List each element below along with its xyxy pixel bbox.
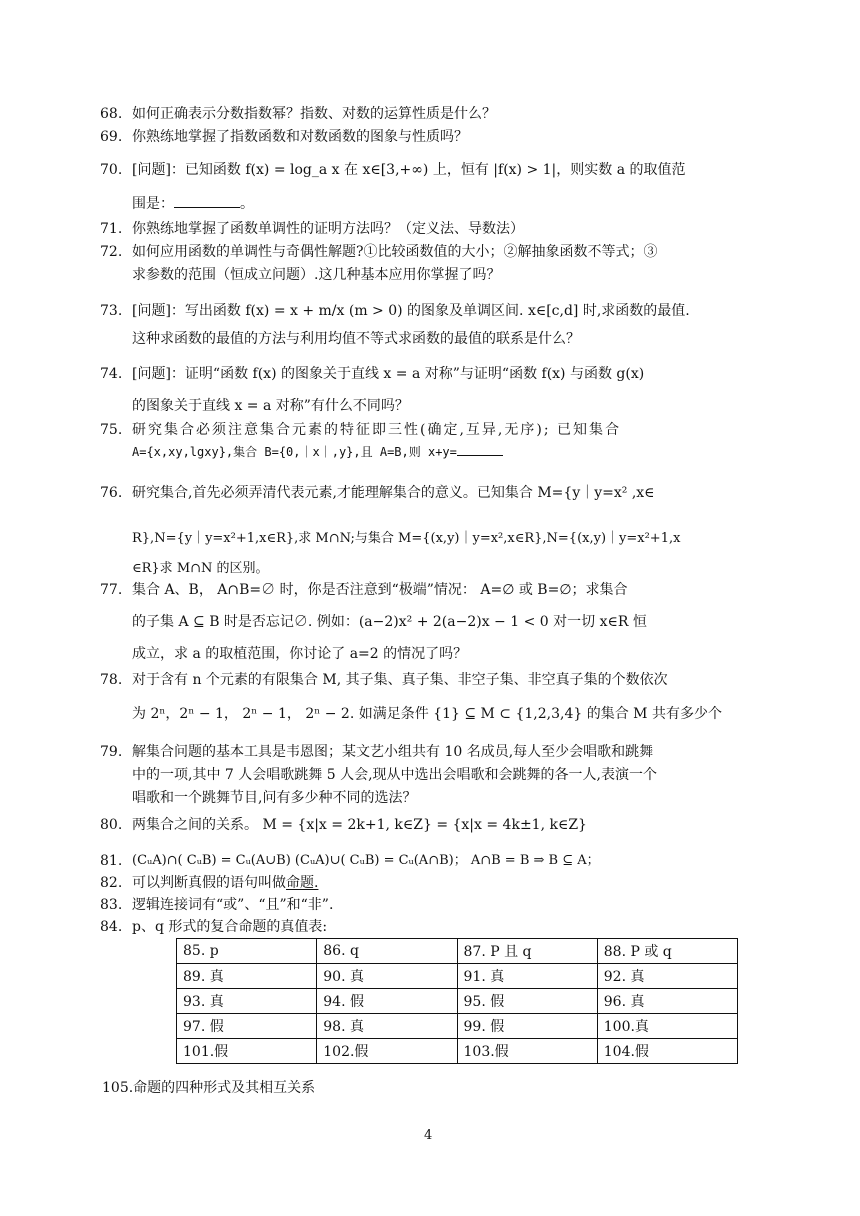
item-82 (100, 873, 740, 893)
table-cell: 103.假 (457, 1039, 597, 1064)
item-text: 如何正确表示分数指数幂？指数、对数的运算性质是什么？ (132, 106, 496, 122)
item-81 (100, 851, 740, 871)
table-cell: 104.假 (597, 1039, 737, 1064)
item-number: 73. (100, 303, 123, 319)
item-79 (100, 742, 740, 808)
table-cell: 95. 假 (457, 989, 597, 1014)
item-text: 研究集合必须注意集合元素的特征即三性(确定,互异,无序); 已知集合 (132, 422, 621, 438)
term-underlined: 命题. (286, 875, 319, 891)
item-number: 71. (100, 221, 123, 237)
item-number: 81. (100, 853, 123, 869)
table-cell: 98. 真 (317, 1014, 457, 1039)
item-number: 78. (100, 672, 123, 688)
item-text: 你熟练地掌握了函数单调性的证明方法吗？（定义法、导数法） (132, 221, 524, 237)
item-text-2: 这种求函数的最值的方法与利用均值不等式求函数的最值的联系是什么？ (132, 331, 580, 347)
table-cell: 85. p (177, 939, 317, 964)
item-text-3: 唱歌和一个跳舞节目,问有多少种不同的选法？ (132, 790, 417, 806)
answer-blank[interactable] (457, 455, 503, 456)
table-cell: 94. 假 (317, 989, 457, 1014)
item-number: 84. (100, 919, 123, 935)
item-text-2 (132, 442, 740, 462)
truth-table (176, 938, 738, 1064)
item-text: 研究集合,首先必须弄清代表元素,才能理解集合的意义。已知集合 M={y｜y=x² ,x∈ (132, 485, 655, 501)
table-cell: 87. P 且 q (457, 939, 597, 964)
item-number: 69. (100, 129, 123, 145)
item-76 (100, 483, 740, 579)
item-text-2: 围是： 。 (132, 196, 254, 212)
item-number: 80. (100, 817, 123, 833)
table-cell: 88. P 或 q (597, 939, 737, 964)
item-69 (100, 127, 740, 147)
table-cell: 101.假 (177, 1039, 317, 1064)
table-cell: 96. 真 (597, 989, 737, 1014)
table-row (177, 1014, 738, 1039)
item-text-2: R},N={y｜y=x²+1,x∈R},求 M∩N;与集合 M={(x,y)｜y=x²,x∈R},N={(x,y)｜y=x²+1,x (132, 531, 681, 546)
table-cell: 90. 真 (317, 964, 457, 989)
answer-prompt: 围是： (132, 196, 174, 212)
item-text: p、q 形式的复合命题的真值表: (132, 919, 328, 935)
item-number: 79. (100, 744, 123, 760)
item-text: 解集合问题的基本工具是韦恩图；某文艺小组共有 10 名成员,每人至少会唱歌和跳舞 (132, 744, 654, 760)
equation-text: A={x,xy,lgxy},集合 B={0,｜x｜,y},且 A=B,则 x+y= (132, 445, 457, 459)
item-text-3: 成立，求 a 的取植范围，你讨论了 a=2 的情况了吗？ (132, 646, 468, 662)
item-number: 83. (100, 897, 123, 913)
item-75 (100, 420, 740, 462)
item-text: 对于含有 n 个元素的有限集合 M, 其子集、真子集、非空子集、非空真子集的个数依次 (132, 672, 668, 688)
item-text: 你熟练地掌握了指数函数和对数函数的图象与性质吗？ (132, 129, 468, 145)
table-cell: 86. q (317, 939, 457, 964)
item-number: 74. (100, 366, 123, 382)
item-text: (CᵤA)∩( CᵤB) = Cᵤ(A∪B) (CᵤA)∪( CᵤB) = Cᵤ(A∩B)； A∩B = B ⇒ B ⊆ A； (132, 853, 600, 868)
table-cell: 89. 真 (177, 964, 317, 989)
table-cell: 100.真 (597, 1014, 737, 1039)
item-80 (100, 815, 740, 835)
item-text: [问题]：已知函数 f(x) = log_a x 在 x∈[3,+∞) 上，恒有 |f(x) > 1|，则实数 a 的取值范 (132, 162, 686, 178)
page-number: 4 (424, 1128, 433, 1143)
item-number: 70. (100, 162, 123, 178)
table-row (177, 989, 738, 1014)
section-heading-105: 105.命题的四种形式及其相互关系 (102, 1080, 316, 1096)
sentence-text: 可以判断真假的语句叫做 (132, 875, 286, 891)
item-text: [问题]：证明“函数 f(x) 的图象关于直线 x = a 对称”与证明“函数 f(x) 与函数 g(x) (132, 366, 645, 382)
item-number: 75. (100, 422, 123, 438)
item-text: 如何应用函数的单调性与奇偶性解题?①比较函数值的大小；②解抽象函数不等式；③ (132, 244, 658, 260)
item-number: 77. (100, 582, 123, 598)
table-cell: 91. 真 (457, 964, 597, 989)
item-text (132, 873, 740, 893)
answer-blank[interactable] (174, 207, 240, 208)
item-number: 68. (100, 106, 123, 122)
item-text-2: 为 2ⁿ，2ⁿ − 1， 2ⁿ − 1， 2ⁿ − 2. 如满足条件 {1} ⊆ M ⊂ {1,2,3,4} 的集合 M 共有多少个 (132, 706, 722, 722)
item-number: 76. (100, 485, 123, 501)
table-cell: 102.假 (317, 1039, 457, 1064)
item-text-2: 的子集 A ⊆ B 时是否忘记∅. 例如：(a−2)x² + 2(a−2)x − 1 < 0 对一切 x∈R 恒 (132, 614, 647, 630)
item-77 (100, 580, 740, 664)
table-cell: 99. 假 (457, 1014, 597, 1039)
item-text-2: 中的一项,其中 7 人会唱歌跳舞 5 人会,现从中选出会唱歌和会跳舞的各一人,表演一个 (132, 767, 657, 783)
table-cell: 93. 真 (177, 989, 317, 1014)
item-78 (100, 670, 740, 724)
item-84 (100, 917, 740, 937)
item-text: 逻辑连接词有“或”、“且”和“非”. (132, 897, 334, 913)
item-text: 集合 A、B， A∩B=∅ 时，你是否注意到“极端”情况： A=∅ 或 B=∅；求集合 (132, 582, 628, 598)
item-83 (100, 895, 740, 915)
item-71 (100, 219, 740, 239)
item-74 (100, 364, 740, 416)
table-cell: 97. 假 (177, 1014, 317, 1039)
item-text: 两集合之间的关系。 M = {x|x = 2k+1, k∈Z} = {x|x = 4k±1, k∈Z} (132, 817, 587, 833)
item-text-2: 求参数的范围（恒成立问题）.这几种基本应用你掌握了吗？ (132, 267, 501, 283)
table-row (177, 1039, 738, 1064)
item-number: 82. (100, 875, 123, 891)
table-row (177, 939, 738, 964)
table-row (177, 964, 738, 989)
item-70 (100, 160, 740, 214)
item-72 (100, 242, 740, 285)
item-68 (100, 104, 740, 124)
item-number: 72. (100, 244, 123, 260)
item-73 (100, 301, 740, 349)
item-text: [问题]：写出函数 f(x) = x + m/x (m > 0) 的图象及单调区间. x∈[c,d] 时,求函数的最值. (132, 303, 690, 319)
table-cell: 92. 真 (597, 964, 737, 989)
item-text-3: ∈R}求 M∩N 的区别。 (132, 561, 269, 576)
item-text-2: 的图象关于直线 x = a 对称”有什么不同吗？ (132, 398, 409, 414)
